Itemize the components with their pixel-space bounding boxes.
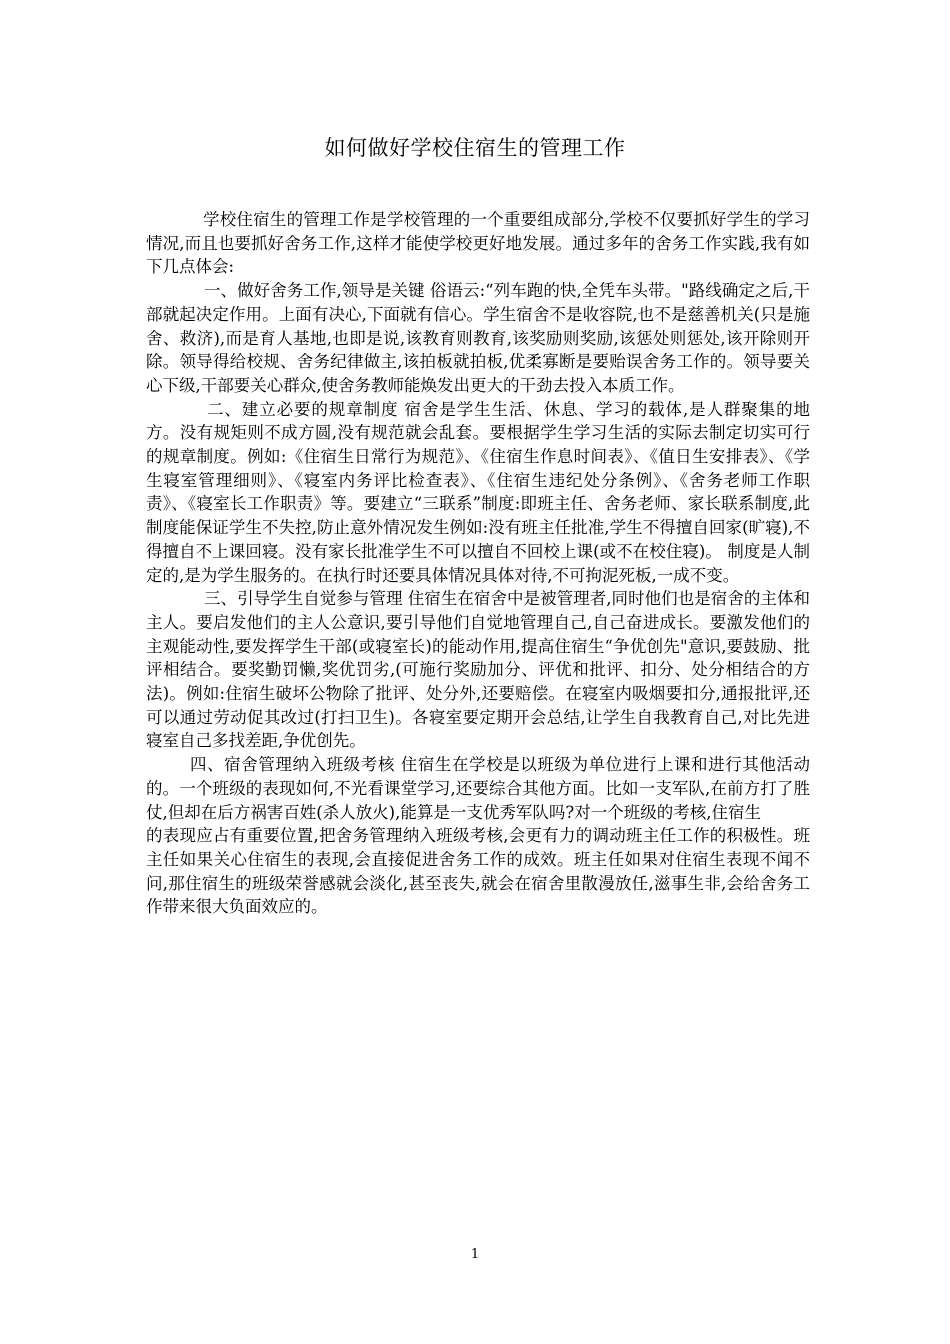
document-body — [146, 208, 810, 919]
paragraph-section-1: 一、做好舍务工作,领导是关键 俗语云:“列车跑的快,全凭车头带。"路线确定之后,干部就起决定作用。上面有决心,下面就有信心。学生宿舍不是收容院,也不是慈善机关(只是施舍、救济),而是育人基地,也即是说,该教育则教育,该奖励则奖励,该惩处则惩处,该开除则开除。领导得给校规、舍务纪律做主,该拍板就拍板,优柔寡断是要贻误舍务工作的。领导要关心下级,干部要关心群众,使舍务教师能焕发出更大的干劲去投入本质工作。 — [146, 281, 810, 395]
document-title: 如何做好学校住宿生的管理工作 — [324, 136, 626, 160]
page-number: 1 — [470, 1247, 480, 1262]
paragraph-section-2: 二、建立必要的规章制度 宿舍是学生生活、休息、学习的载体,是人群聚集的地方。没有规矩则不成方圆,没有规范就会乱套。要根据学生学习生活的实际去制定切实可行的规章制度。例如:《住宿生日常行为规范》、《住宿生作息时间表》、《值日生安排表》、《学生寝室管理细则》、《寝室内务评比检查表》、《住宿生违纪处分条例》、《舍务老师工作职责》、《寝室长工作职责》等。要建立“三联系”制度:即班主任、舍务老师、家长联系制度,此制度能保证学生不失控,防止意外情况发生例如:没有班主任批准,学生不得擅自回家(旷寝),不得擅自不上课回寝。没有家长批准学生不可以擅自不回校上课(或不在校住寝)。 制度是人制定的,是为学生服务的。在执行时还要具体情况具体对待,不可拘泥死板,一成不变。 — [146, 399, 810, 585]
paragraph-intro: 学校住宿生的管理工作是学校管理的一个重要组成部分,学校不仅要抓好学生的学习情况,而且也要抓好舍务工作,这样才能使学校更好地发展。通过多年的舍务工作实践,我有如下几点体会: — [146, 210, 810, 277]
paragraph-section-4-continued: 的表现应占有重要位置,把舍务管理纳入班级考核,会更有力的调动班主任工作的积极性。班主任如果关心住宿生的表现,会直接促进舍务工作的成效。班主任如果对住宿生表现不闻不问,那住宿生的班级荣誉感就会淡化,甚至丧失,就会在宿舍里散漫放任,滋事生非,会给舍务工作带来很大负面效应的。 — [146, 826, 810, 917]
paragraph-section-3: 三、引导学生自觉参与管理 住宿生在宿舍中是被管理者,同时他们也是宿舍的主体和主人。要启发他们的主人公意识,要引导他们自觉地管理自己,自己奋进成长。要激发他们的主观能动性,要发挥学生干部(或寝室长)的能动作用,提高住宿生“争优创先"意识,要鼓励、批评相结合。要奖勤罚懒,奖优罚劣,(可施行奖励加分、评优和批评、扣分、处分相结合的方法)。例如:住宿生破坏公物除了批评、处分外,还要赔偿。在寝室内吸烟要扣分,通报批评,还可以通过劳动促其改过(打扫卫生)。各寝室要定期开会总结,让学生自我教育自己,对比先进寝室自己多找差距,争优创先。 — [146, 589, 810, 751]
paragraph-section-4: 四、宿舍管理纳入班级考核 住宿生在学校是以班级为单位进行上课和进行其他活动的。一个班级的表现如何,不光看课堂学习,还要综合其他方面。比如一支军队,在前方打了胜仗,但却在后方祸害百姓(杀人放火),能算是一支优秀军队吗?对一个班级的考核,住宿生 — [146, 755, 810, 822]
